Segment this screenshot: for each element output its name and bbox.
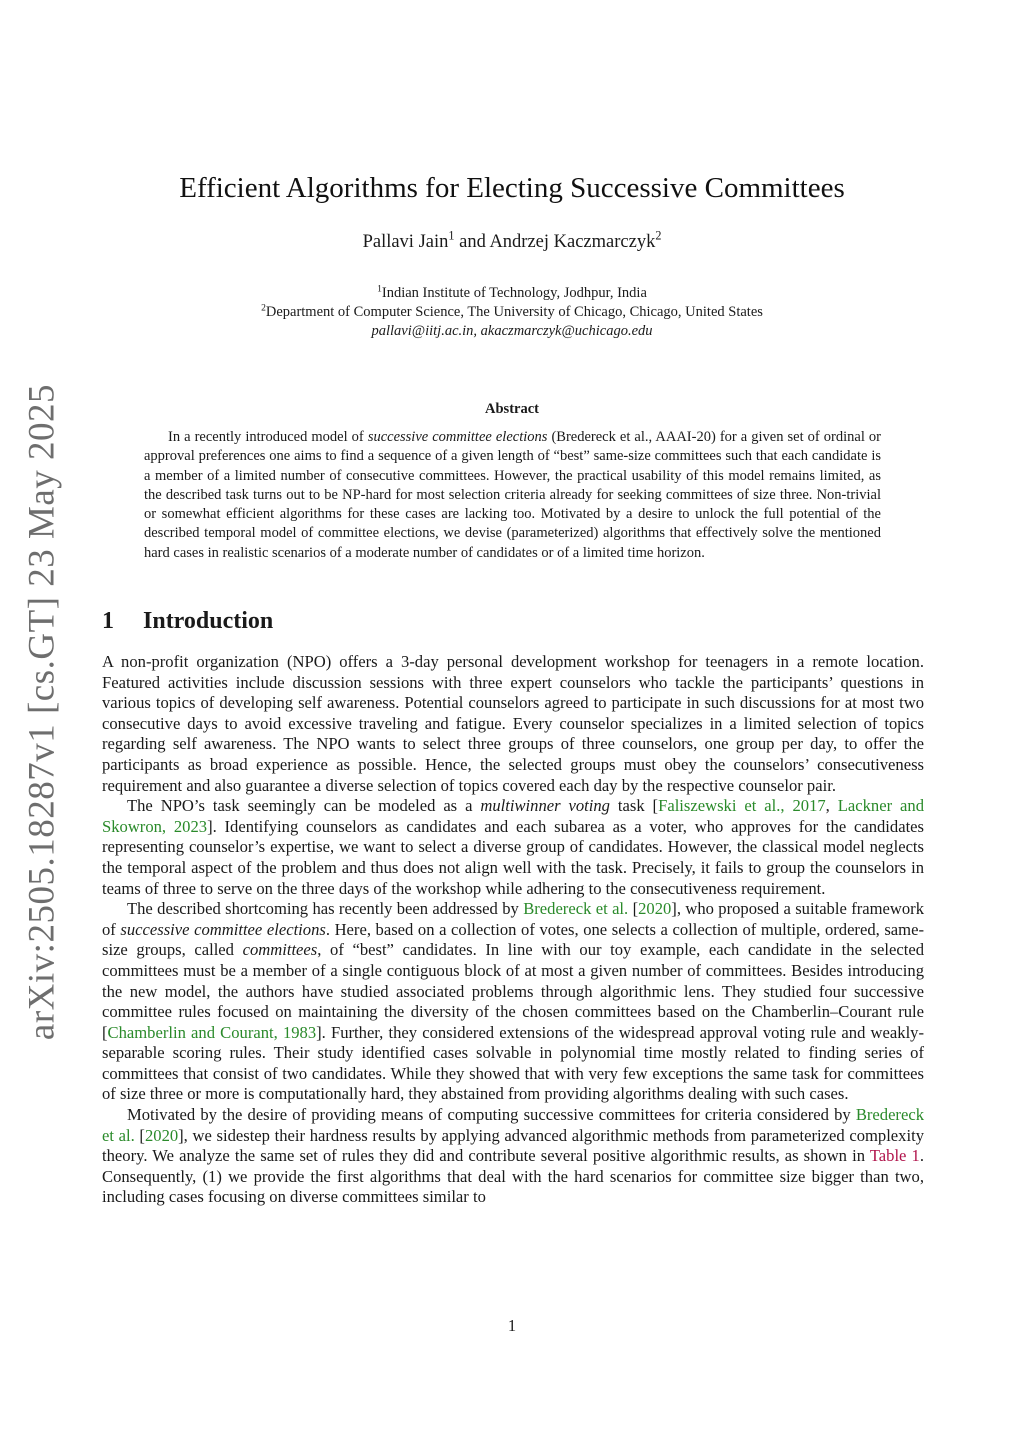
page-number: 1 [507, 1316, 517, 1335]
paragraph-text: The NPO’s task seemingly can be modeled as a [127, 796, 481, 816]
affiliation-marker: 2 [261, 302, 266, 314]
paragraph-text: task [ [609, 796, 659, 816]
section-number: 1 [102, 608, 114, 634]
emphasis: successive committee elections [120, 919, 326, 939]
affiliation-line [0, 284, 1024, 303]
abstract-text: (Bredereck et al., AAAI-20) for a given set of ordinal or approval preferences one aims to find a sequence of a given length of “best” same-size committees such that each candidate is a member of a limited number of consecutive committees. However, the practical usability of this model remains limited, as the described task turns out to be NP-hard for most selection criteria already for seeking committees of size three. Non-trivial or somewhat efficient algorithms for these cases are lacking too. Motivated by a desire to unlock the full potential of the described temporal model of committee elections, we devise (parameterized) algorithms that effectively solve the mentioned hard cases in realistic scenarios of a moderate number of candidates or of a limited time horizon. [144, 429, 881, 561]
affiliation-marker: 1 [377, 283, 382, 295]
paragraph-text: . Here, based on a collection of votes, one selects a collection of multiple, ordered, same-size groups, called [102, 919, 924, 960]
emphasis: committees [242, 940, 318, 960]
affiliations [0, 284, 1024, 341]
table-reference-link[interactable]: Table 1 [869, 1146, 920, 1166]
paragraph-text: . Consequently, (1) we provide the first algorithms that deal with the hard scenarios for committee size bigger than two, including cases focusing on diverse committees similar to [102, 1146, 924, 1207]
paragraph-text: ], who proposed a suitable framework of [102, 899, 924, 939]
section-title: Introduction [143, 608, 274, 634]
citation-link[interactable]: Lackner and Skowron, 2023 [102, 796, 924, 836]
paragraph [102, 796, 924, 899]
section-heading [102, 608, 273, 635]
paragraph-text: ], we sidestep their hardness results by applying advanced algorithmic methods from parameterized complexity theory. We analyze the same set of rules they did and contribute several positive algorithmic results, as shown in [102, 1125, 924, 1166]
paragraph-text: Motivated by the desire of providing means of computing successive committees for criteria considered by [127, 1105, 856, 1125]
affiliation-line [0, 303, 1024, 322]
author-emails: pallavi@iitj.ac.in, akaczmarczyk@uchicago.edu [371, 323, 653, 339]
arxiv-identifier: arXiv:2505.18287v1 [cs.GT] 23 May 2025 [21, 383, 63, 1041]
author-affiliation-marker: 2 [655, 228, 662, 243]
paragraph-text: [ [134, 1125, 145, 1145]
paragraph [102, 1105, 924, 1208]
abstract-emphasis: successive committee elections [367, 429, 548, 445]
author-affiliation-marker: 1 [448, 228, 455, 243]
citation-link[interactable]: Chamberlin and Courant, 1983 [107, 1022, 317, 1042]
citation-link[interactable]: 2020 [638, 899, 672, 919]
paragraph-text: [ [628, 899, 639, 919]
author-line [0, 228, 1024, 253]
abstract-body [144, 428, 881, 563]
paragraph: A non-profit organization (NPO) offers a 3-day personal development workshop for teenagers in a remote location. Featured activities include discussion sessions with three expert counselors who tackle the participants’ questions in various topics of developing self awareness. Potential counselors agreed to participate in such discussions for at most two consecutive days to avoid excessive traveling and fatigue. Every counselor specializes in a limited selection of topics regarding self awareness. The NPO wants to select three groups of three counselors, one group per day, to offer the participants as broad experience as possible. Hence, the selected groups must obey the counselors’ consecutiveness requirement and also guarantee a diverse selection of topics covered each day by the respective counselor pair. [102, 652, 924, 795]
paragraph-text: , [825, 796, 838, 816]
citation-link[interactable]: 2020 [144, 1125, 179, 1145]
affiliation-text: Indian Institute of Technology, Jodhpur, India [381, 285, 647, 301]
author-name: Pallavi Jain [362, 232, 449, 252]
paragraph-text: ]. Further, they considered extensions of the widespread approval voting rule and weakly-separable scoring rules. Their study identified cases solvable in polynomial time mostly related to finding series of committees that consist of two candidates. While they showed that with very few exceptions the same task for committees of size three or more is computationally hard, they abstained from providing algorithms dealing with such cases. [102, 1022, 924, 1104]
body-text [102, 652, 924, 1208]
citation-link[interactable]: Faliszewski et al., 2017 [658, 796, 826, 816]
paragraph-text: ]. Identifying counselors as candidates and each subarea as a voter, who approves for the candidates representing counselor’s expertise, we want to select a diverse group of candidates. However, the classical model neglects the temporal aspect of the problem and thus does not align well with the task. Precisely, it fails to group the counselors in teams of three to serve on the three days of the workshop while adhering to the consecutiveness requirement. [102, 816, 925, 898]
author-name: Andrzej Kaczmarczyk [489, 232, 656, 252]
affiliation-text: Department of Computer Science, The University of Chicago, Chicago, United States [265, 304, 763, 320]
paragraph-text: The described shortcoming has recently been addressed by [127, 899, 524, 919]
citation-link[interactable]: Bredereck et al. [102, 1105, 924, 1145]
emphasis: multiwinner voting [480, 796, 610, 816]
citation-link[interactable]: Bredereck et al. [523, 899, 629, 919]
abstract-heading: Abstract [485, 401, 539, 417]
abstract-text: In a recently introduced model of [168, 429, 368, 445]
paper-title: Efficient Algorithms for Electing Successive Committees [179, 172, 845, 204]
author-conjunction: and [454, 232, 490, 252]
paragraph [102, 899, 924, 1105]
paragraph-text: , of “best” candidates. In line with our toy example, each candidate in the selected committees must be a member of a single contiguous block of at most a given number of committees. Besides introducing the new model, the authors have studied associated problems through algorithmic lens. They studied four successive committee rules focused on maintaining the diversity of the chosen committees based on the Chamberlin–Courant rule [ [102, 940, 924, 1042]
